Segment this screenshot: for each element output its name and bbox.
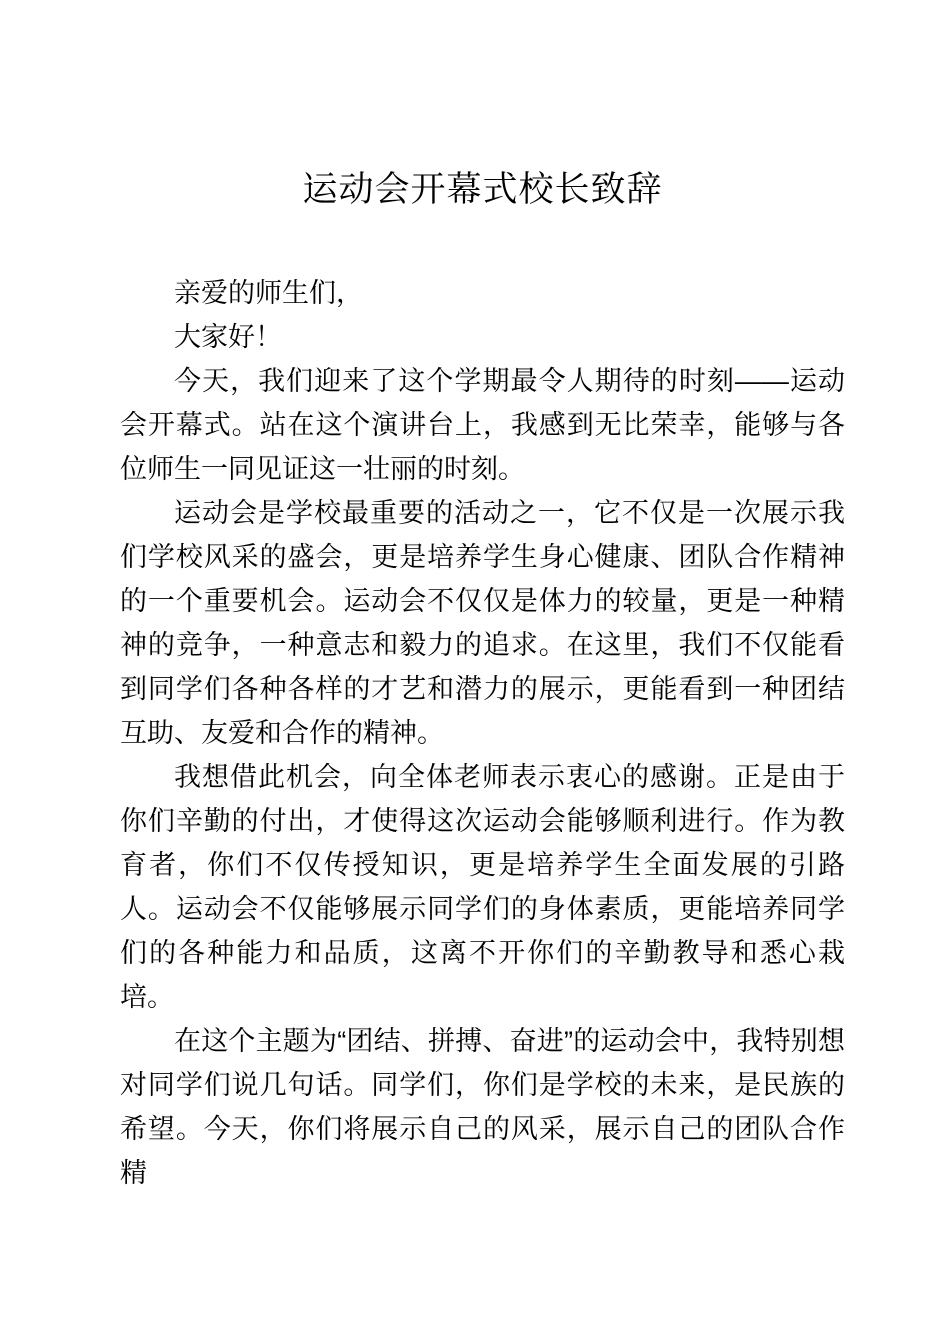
paragraph-greeting-2: 大家好！	[174, 322, 282, 352]
paragraph-thanks-teachers: 我想借此机会，向全体老师表示衷心的感谢。正是由于你们辛勤的付出，才使得这次运动会能够顺利进行。作为教育者，你们不仅传授知识，更是培养学生全面发展的引路人。运动会不仅能够展示同学们的身体素质，更能培养同学们的各种能力和品质，这离不开你们的辛勤教导和悉心栽培。	[120, 762, 845, 1012]
document-title: 运动会开幕式校长致辞	[302, 170, 663, 209]
document-body	[120, 271, 845, 1195]
paragraph-theme-students: 在这个主题为“团结、拼搏、奋进”的运动会中，我特别想对同学们说几句话。同学们，你们是学校的未来，是民族的希望。今天，你们将展示自己的风采，展示自己的团队合作精	[120, 1026, 845, 1188]
paragraph-significance: 运动会是学校最重要的活动之一，它不仅是一次展示我们学校风采的盛会，更是培养学生身心健康、团队合作精神的一个重要机会。运动会不仅仅是体力的较量，更是一种精神的竞争，一种意志和毅力的追求。在这里，我们不仅能看到同学们各种各样的才艺和潜力的展示，更能看到一种团结互助、友爱和合作的精神。	[120, 498, 845, 748]
paragraph-opening: 今天，我们迎来了这个学期最令人期待的时刻——运动会开幕式。站在这个演讲台上，我感到无比荣幸，能够与各位师生一同见证这一壮丽的时刻。	[120, 366, 845, 484]
paragraph-greeting-1: 亲爱的师生们，	[174, 278, 363, 308]
